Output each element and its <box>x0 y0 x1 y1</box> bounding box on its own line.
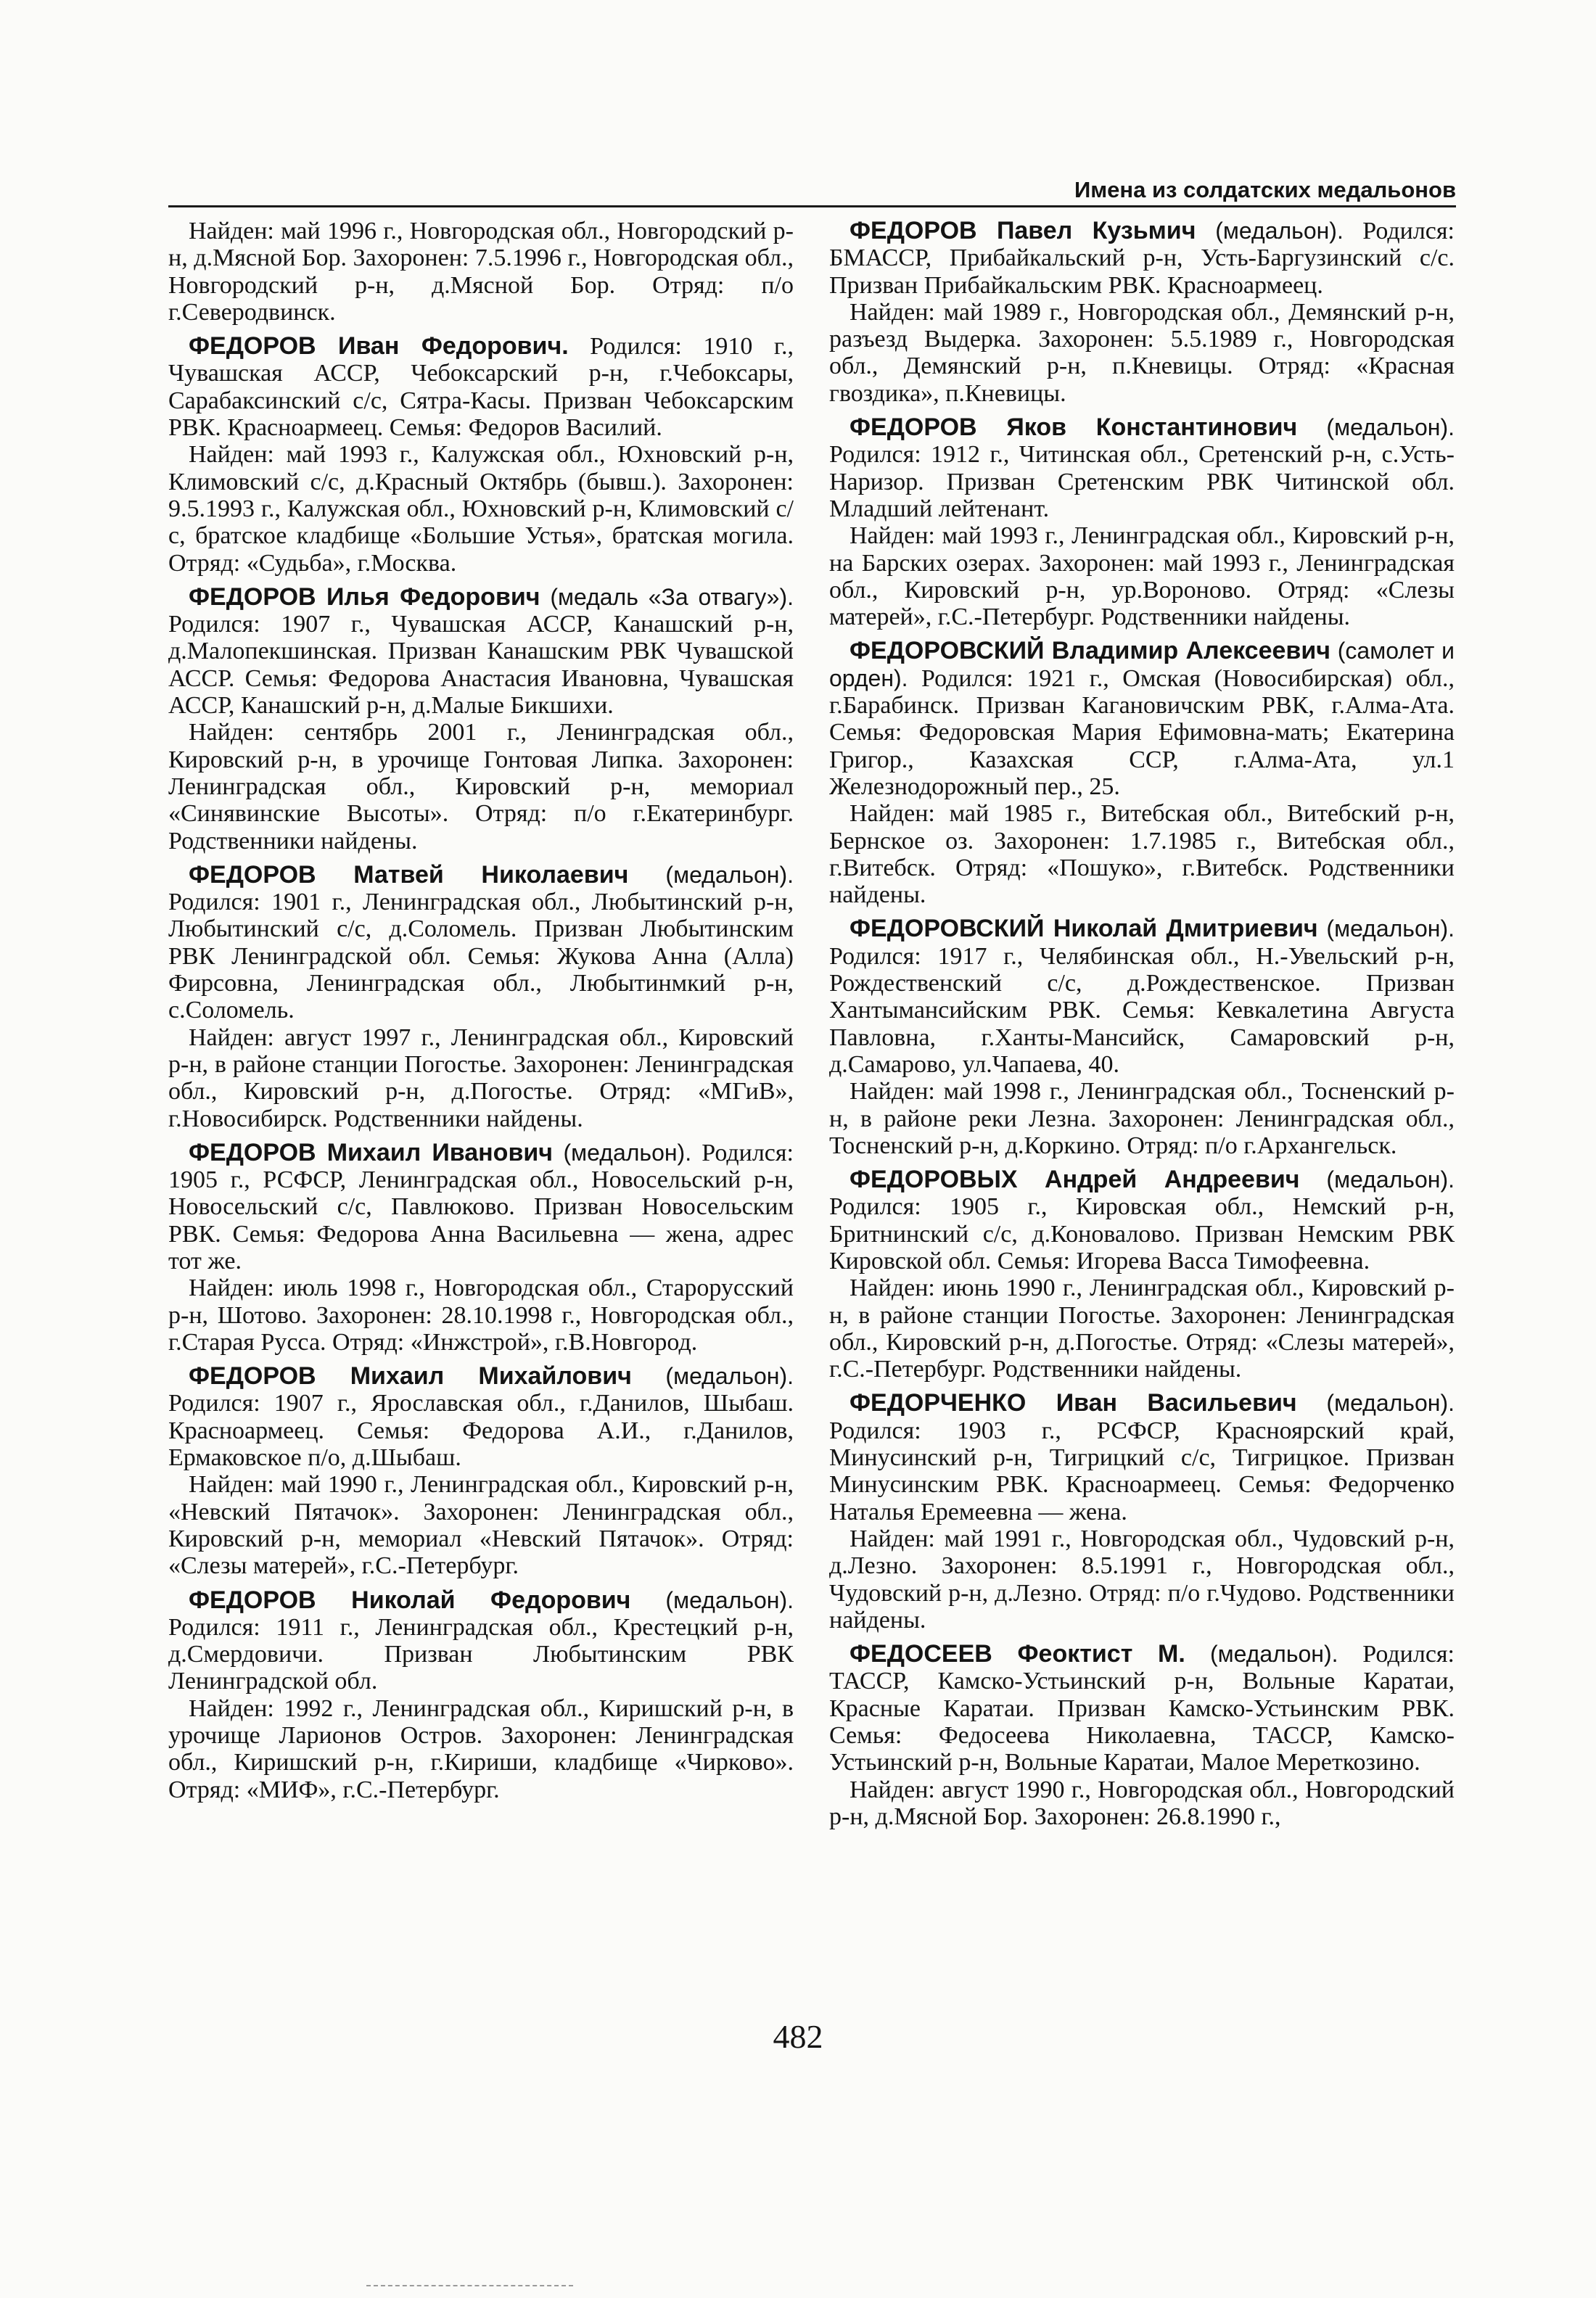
entry-bio <box>168 333 794 441</box>
found-text: Найден: август 1997 г., Ленинградская обл., Кировский р-н, в районе станции Погостье. Захоронен: Ленинградская обл., Кировский р-н, д.Погостье. Отряд: «МГиВ», г.Новосибирск. Родственники найдены. <box>168 1024 794 1132</box>
found-text: Найден: июнь 1990 г., Ленинградская обл., Кировский р-н, в районе станции Погостье. Захоронен: Ленинградская обл., Кировский р-н, д.Погостье. Отряд: «Слезы матерей», г.С.-Петербург. Родственники найдены. <box>829 1274 1455 1383</box>
source-item: (медальон). <box>1196 218 1344 244</box>
person-name: ФЕДОСЕЕВ Феоктист М. <box>850 1640 1185 1668</box>
entry-bio <box>829 1390 1455 1525</box>
source-item: (самолет и орден). <box>829 638 1455 691</box>
person-name: ФЕДОРОВ Иван Федорович. <box>189 332 569 361</box>
entry-bio <box>168 584 794 719</box>
person-name: ФЕДОРОВСКИЙ Николай Дмитриевич <box>850 915 1318 943</box>
found-text: Найден: август 1990 г., Новгородская обл., Новгородский р-н, д.Мясной Бор. Захоронен: 26.8.1990 г., <box>829 1776 1455 1830</box>
source-item: (медальон). <box>1297 414 1455 441</box>
source-item: (медальон). <box>1299 1166 1455 1193</box>
source-item: (медальон). <box>1185 1641 1338 1668</box>
bio-text: Родился: 1912 г., Читинская обл., Сретенский р-н, с.Усть-Наризор. Призван Сретенским РВК Читинской обл. Младший лейтенант. <box>829 441 1455 522</box>
found-text: Найден: май 1998 г., Ленинградская обл., Тосненский р-н, в районе реки Лезна. Захоронен: Ленинградская обл., Тосненский р-н, д.Коркино. Отряд: п/о г.Архангельск. <box>829 1078 1455 1159</box>
entry <box>168 1363 794 1579</box>
found-text: Найден: май 1990 г., Ленинградская обл., Кировский р-н, «Невский Пятачок». Захоронен: Ленинградская обл., Кировский р-н, мемориал «Невский Пятачок». Отряд: «Слезы матерей», г.С.-Петербург. <box>168 1471 794 1580</box>
entry-bio <box>829 1166 1455 1274</box>
found-text: Найден: июль 1998 г., Новгородская обл., Старорусский р-н, Шотово. Захоронен: 28.10.1998 г., Новгородская обл., г.Старая Русса. Отряд: «Инжстрой», г.В.Новгород. <box>168 1274 794 1356</box>
entry-bio <box>168 1140 794 1274</box>
bio-text: Родился: 1901 г., Ленинградская обл., Любытинский р-н, Любытинский с/с, д.Соломель. Призван Любытинским РВК Ленинградской обл. Семья: Жукова Анна (Алла) Фирсовна, Ленинградская обл., Любытинмкий р-н, с.Соломель. <box>168 889 794 1024</box>
bio-text: Родился: 1905 г., Кировская обл., Немский р-н, Бритнинский с/с, д.Коновалово. Призван Немским РВК Кировской обл. Семья: Игорева Васса Тимофеевна. <box>829 1193 1455 1274</box>
entry <box>168 584 794 854</box>
entry-bio <box>829 414 1455 522</box>
entry-bio <box>829 1641 1455 1776</box>
found-text: Найден: май 1991 г., Новгородская обл., Чудовский р-н, д.Лезно. Захоронен: 8.5.1991 г., Новгородская обл., Чудовский р-н, д.Лезно. Отряд: п/о г.Чудово. Родственники найдены. <box>829 1525 1455 1634</box>
person-name: ФЕДОРОВ Илья Федорович <box>189 582 540 611</box>
scan-artifact <box>366 2285 573 2286</box>
found-text: Найден: сентябрь 2001 г., Ленинградская обл., Кировский р-н, в урочище Гонтовая Липка. Захоронен: Ленинградская обл., Кировский р-н, мемориал «Синявинские Высоты». Отряд: п/о г.Екатеринбург. Родственники найдены. <box>168 719 794 854</box>
header-rule <box>168 205 1456 207</box>
found-text: Найден: май 1993 г., Калужская обл., Юхновский р-н, Климовский с/с, д.Красный Октябрь (бывш.). Захоронен: 9.5.1993 г., Калужская обл., Юхновский р-н, Климовский с/с, братское кладбище «Большие Устья», братская могила. Отряд: «Судьба», г.Москва. <box>168 441 794 577</box>
entry <box>829 414 1455 630</box>
source-item: (медальон). <box>1296 1390 1455 1417</box>
entry <box>168 218 794 326</box>
entry-bio <box>168 1363 794 1471</box>
entry-bio <box>829 218 1455 299</box>
entry-bio <box>829 915 1455 1078</box>
bio-text: Родился: 1907 г., Ярославская обл., г.Данилов, Шыбаш. Красноармеец. Семья: Федорова А.И., г.Данилов, Ермаковское п/о, д.Шыбаш. <box>168 1390 794 1472</box>
bio-text: Родился: 1917 г., Челябинская обл., Н.-Увельский р-н, Рождественский с/с, д.Рождественское. Призван Хантымансийским РВК. Семья: Кевкалетина Августа Павловна, г.Ханты-Мансийск, Самаровский р-н, д.Самарово, ул.Чапаева, 40. <box>829 942 1455 1078</box>
entry <box>829 638 1455 908</box>
page-number: 482 <box>773 2018 823 2055</box>
found-text: Найден: 1992 г., Ленинградская обл., Киришский р-н, в урочище Ларионов Остров. Захоронен: Ленинградская обл., Киришский р-н, г.Кириши, кладбище «Чирково». Отряд: «МИФ», г.С.-Петербург. <box>168 1694 794 1803</box>
bio-text: Родился: 1905 г., РСФСР, Ленинградская обл., Новосельский р-н, Новосельский с/с, Павлюково. Призван Новосельским РВК. Семья: Федорова Анна Васильевна — жена, адрес тот же. <box>168 1139 794 1274</box>
entry <box>168 1587 794 1803</box>
entry <box>829 1390 1455 1634</box>
person-name: ФЕДОРОВ Яков Константинович <box>850 413 1298 442</box>
bio-text: Родился: 1903 г., РСФСР, Красноярский край, Минусинский р-н, Тигрицкий с/с, Тигрицкое. Призван Минусинским РВК. Красноармеец. Семья: Федорченко Наталья Еремеевна — жена. <box>829 1417 1455 1525</box>
bio-text: Родился: 1911 г., Ленинградская обл., Крестецкий р-н, д.Смердовичи. Призван Любытинским РВК Ленинградской обл. <box>168 1613 794 1695</box>
source-item: (медальон). <box>552 1139 692 1166</box>
person-name: ФЕДОРОВ Павел Кузьмич <box>850 217 1196 244</box>
source-item: (медальон). <box>1317 915 1455 942</box>
entry <box>168 333 794 577</box>
bio-text: Родился: 1921 г., Омская (Новосибирская) обл., г.Барабинск. Призван Кагановичским РВК, г.Алма-Ата. Семья: Федоровская Мария Ефимовна-мать; Екатерина Григор., Казахская ССР, г.Алма-Ата, ул.1 Железнодорожный пер., 25. <box>829 664 1455 800</box>
person-name: ФЕДОРОВ Михаил Иванович <box>189 1138 553 1166</box>
bio-text: Родился: БМАССР, Прибайкальский р-н, Усть-Баргузинский с/с. Призван Прибайкальским РВК. Красноармеец. <box>829 218 1455 299</box>
person-name: ФЕДОРОВЫХ Андрей Андреевич <box>850 1166 1300 1194</box>
entry <box>829 1166 1455 1383</box>
bio-text: Родился: 1910 г., Чувашская АССР, Чебоксарский р-н, г.Чебоксары, Сарабаксинский с/с, Сятра-Касы. Призван Чебоксарским РВК. Красноармеец. Семья: Федоров Василий. <box>168 333 794 442</box>
source-item: (медаль «За отвагу»). <box>540 583 794 610</box>
entry-bio <box>168 1587 794 1695</box>
left-column <box>168 218 794 1811</box>
entry <box>829 1641 1455 1830</box>
source-item: (медальон). <box>631 1363 794 1390</box>
found-text: Найден: май 1989 г., Новгородская обл., Демянский р-н, разъезд Выдерка. Захоронен: 5.5.1989 г., Новгородская обл., Демянский р-н, п.Кневицы. Отряд: «Красная гвоздика», п.Кневицы. <box>829 298 1455 407</box>
entry <box>829 915 1455 1159</box>
source-item: (медальон). <box>628 861 794 888</box>
right-column <box>829 218 1455 1837</box>
person-name: ФЕДОРОВ Николай Федорович <box>189 1586 631 1614</box>
bio-text: Родился: ТАССР, Камско-Устьинский р-н, Вольные Каратаи, Красные Каратаи. Призван Камско-Устьинским РВК. Семья: Федосеева Николаевна, ТАССР, Камско-Устьинский р-н, Вольные Каратаи, Малое Мереткозино. <box>829 1641 1455 1776</box>
entry <box>168 862 794 1132</box>
found-text: Найден: май 1985 г., Витебская обл., Витебский р-н, Бернское оз. Захоронен: 1.7.1985 г., Витебская обл., г.Витебск. Отряд: «Пошуко», г.Витебск. Родственники найдены. <box>829 800 1455 909</box>
person-name: ФЕДОРЧЕНКО Иван Васильевич <box>850 1389 1297 1417</box>
person-name: ФЕДОРОВСКИЙ Владимир Алексеевич <box>850 637 1330 665</box>
bio-text: Родился: 1907 г., Чувашская АССР, Канашский р-н, д.Малопекшинская. Призван Канашским РВК Чувашской АССР. Семья: Федорова Анастасия Ивановна, Чувашская АССР, Канашский р-н, д.Малые Бикшихи. <box>168 611 794 720</box>
running-head: Имена из солдатских медальонов <box>1074 177 1456 202</box>
found-text: Найден: май 1993 г., Ленинградская обл., Кировский р-н, на Барских озерах. Захоронен: май 1993 г., Ленинградская обл., Кировский р-н, ур.Вороново. Отряд: «Слезы матерей», г.С.-Петербург. Родственники найдены. <box>829 522 1455 631</box>
entry <box>829 218 1455 407</box>
person-name: ФЕДОРОВ Михаил Михайлович <box>189 1362 632 1391</box>
source-item: (медальон). <box>630 1586 794 1613</box>
person-name: ФЕДОРОВ Матвей Николаевич <box>189 860 629 889</box>
entry-bio <box>168 862 794 1024</box>
found-text: Найден: май 1996 г., Новгородская обл., Новгородский р-н, д.Мясной Бор. Захоронен: 7.5.1996 г., Новгородская обл., Новгородский р-н, д.Мясной Бор. Отряд: п/о г.Северодвинск. <box>168 218 794 326</box>
entry <box>168 1140 794 1356</box>
entry-bio <box>829 638 1455 800</box>
